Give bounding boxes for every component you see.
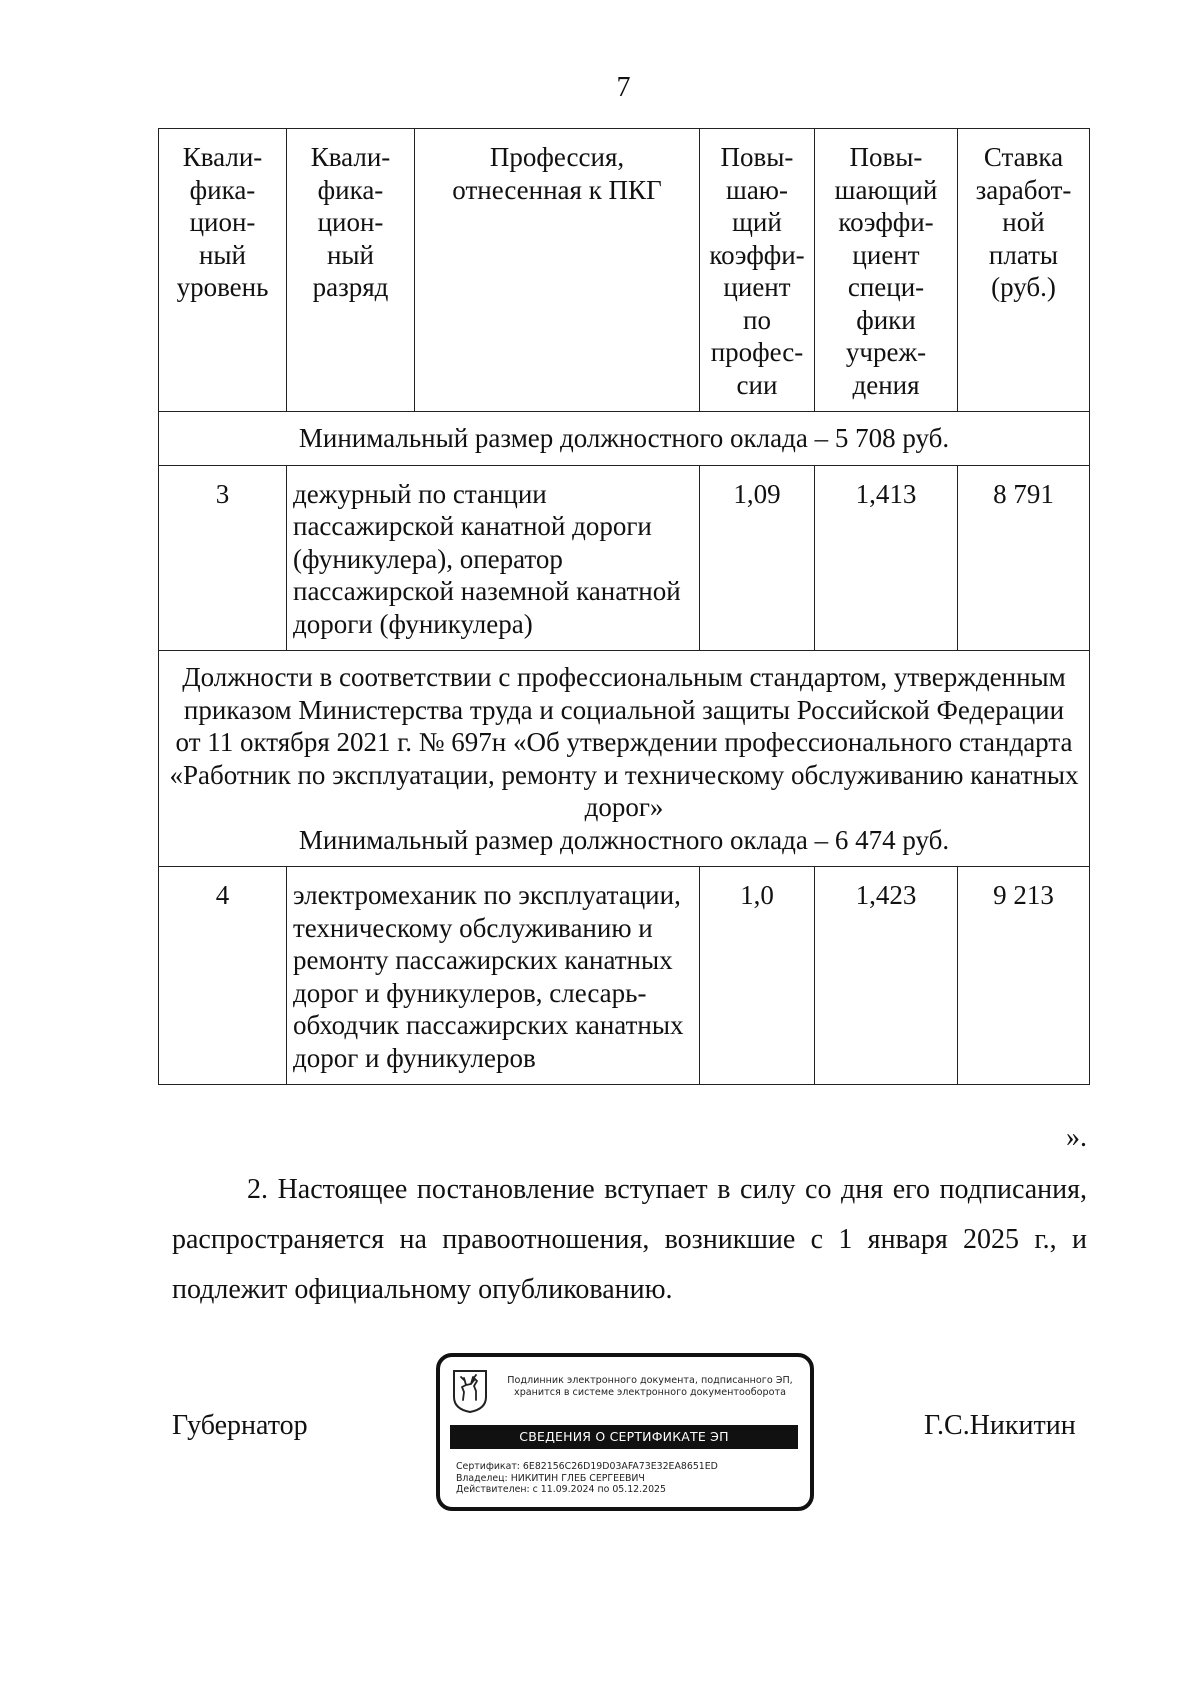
cell-profession: дежурный по станции пассажирской канатной дороги (фуникулера), оператор пассажирской наземной канатной дороги (фуникулера) (287, 465, 700, 651)
page-number: 7 (616, 72, 631, 103)
table-row (159, 465, 1090, 651)
header-qualification-level (159, 129, 287, 412)
professional-standard-section (159, 651, 1090, 867)
header-coef-institution (815, 129, 958, 412)
certificate-validity: Действителен: с 11.09.2024 по 05.12.2025 (456, 1484, 666, 1496)
certificate-serial: Сертификат: 6E82156C26D19D03AFA73E32EA8651ED (456, 1461, 718, 1472)
stamp-caption-line-1: Подлинник электронного документа, подписанного ЭП, (507, 1375, 793, 1386)
cell-coef-profession: 1,0 (700, 867, 815, 1085)
header-cell-text: Повы- шающий коэффи- циент специ- фики учреж- дения (834, 142, 938, 400)
professional-standard-text: Должности в соответствии с профессиональным стандартом, утвержденным приказом Министерства труда и социальной защиты Российской Федерации от 11 октября 2021 г. № 697н «Об утверждении профессионального стандарта «Работник по эксплуатации, ремонту и техническому обслуживанию канатных дорог» (169, 662, 1079, 822)
header-cell-text: Квали- фика- цион- ный уровень (176, 142, 269, 302)
cell-profession: электромеханик по эксплуатации, техническому обслуживанию и ремонту пассажирских канатных дорог и фуникулеров, слесарь-обходчик пассажирских канатных дорог и фуникулеров (287, 867, 700, 1085)
deer-coat-of-arms-icon (452, 1369, 488, 1413)
table-row (159, 867, 1090, 1085)
signer-name: Г.С.Никитин (924, 1410, 1076, 1441)
cell-level: 4 (159, 867, 287, 1085)
signer-title: Губернатор (172, 1410, 308, 1441)
header-qualification-grade (287, 129, 415, 412)
electronic-signature-stamp (436, 1353, 814, 1511)
cell-coef-institution: 1,423 (815, 867, 958, 1085)
cell-rate: 9 213 (958, 867, 1090, 1085)
section-row (159, 651, 1090, 867)
cell-coef-profession: 1,09 (700, 465, 815, 651)
header-salary-rate (958, 129, 1090, 412)
cell-level: 3 (159, 465, 287, 651)
cell-coef-institution: 1,413 (815, 465, 958, 651)
header-cell-text: Профессия, отнесенная к ПКГ (452, 142, 662, 205)
resolution-paragraph (172, 1165, 1087, 1315)
header-profession (415, 129, 700, 412)
table-header-row (159, 129, 1090, 412)
paragraph-text: 2. Настоящее постановление вступает в силу со дня его подписания, распространяется на правоотношения, возникшие с 1 января 2025 г., и подлежит официальному опубликованию. (172, 1174, 1087, 1305)
certificate-details (456, 1461, 718, 1496)
salary-table (158, 128, 1090, 1085)
header-cell-text: Ставка заработ- ной платы (руб.) (975, 142, 1072, 302)
stamp-caption-line-2: хранится в системе электронного документооборота (514, 1387, 786, 1398)
closing-quote: ». (1066, 1122, 1087, 1153)
certificate-info-bar: СВЕДЕНИЯ О СЕРТИФИКАТЕ ЭП (450, 1425, 798, 1449)
cell-rate: 8 791 (958, 465, 1090, 651)
section-row (159, 412, 1090, 466)
min-salary-note-1: Минимальный размер должностного оклада – 5 708 руб. (159, 412, 1090, 466)
stamp-caption (494, 1375, 806, 1399)
header-coef-profession (700, 129, 815, 412)
header-cell-text: Квали- фика- цион- ный разряд (310, 142, 391, 302)
certificate-owner: Владелец: НИКИТИН ГЛЕБ СЕРГЕЕВИЧ (456, 1472, 645, 1484)
header-cell-text: Повы- шаю- щий коэффи- циент по профес- сии (709, 142, 805, 400)
min-salary-note-2: Минимальный размер должностного оклада – 6 474 руб. (298, 824, 950, 855)
